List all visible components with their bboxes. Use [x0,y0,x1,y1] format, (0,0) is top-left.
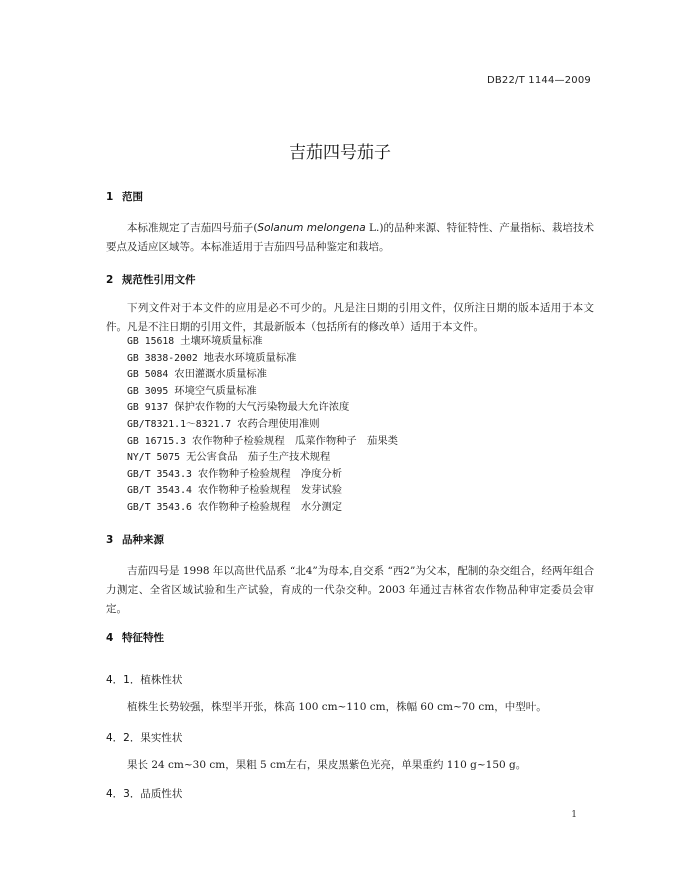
reference-item [127,482,398,499]
subsection-heading-fruit [106,730,182,745]
reference-code: GB 16715.3 [127,435,186,447]
reference-code: NY/T 5075 [127,452,181,464]
reference-item [127,466,398,483]
subsection-heading-quality [106,786,182,801]
reference-name: 农作物种子检验规程 瓜菜作物种子 茄果类 [191,434,398,447]
section-heading-characteristics [106,630,164,645]
plant-traits-paragraph: 植株生长势较强，株型半开张，株高 100 cm~110 cm，株幅 60 cm~70 cm，中型叶。 [127,701,547,713]
reference-code: GB 3095 [127,385,169,397]
reference-item [127,366,398,383]
section-title: 范围 [122,191,143,203]
section-number: 4 [106,632,114,644]
section-title: 特征特性 [122,632,164,644]
reference-name: 农作物种子检验规程 水分测定 [197,500,343,513]
subsection-number: 4．1． [106,674,141,686]
section-number: 2 [106,274,114,286]
reference-name: 无公害食品 茄子生产技术规程 [186,451,331,464]
reference-item [127,416,398,433]
reference-name: 环境空气质量标准 [174,384,257,397]
reference-item [127,449,398,466]
reference-code: GB 5084 [127,369,169,381]
origin-paragraph: 吉茄四号是 1998 年以高世代品系 “北4”为母本,自交系 “西2”为父本，配制的杂交组合，经两年组合力测定、全省区域试验和生产试验，育成的一代杂交种。2003 年通过吉林省农作物品种审定委员会审定。 [106,565,594,615]
subsection-number: 4．2． [106,732,141,744]
scope-text-start: 本标准规定了吉茄四号茄子( [127,222,258,234]
subsection-title: 果实性状 [140,732,183,744]
subsection-number: 4．3． [106,788,141,800]
reference-item [127,333,398,350]
scope-latin-name: Solanum melongena [257,222,366,234]
reference-code: GB 9137 [127,402,169,414]
reference-code: GB/T 3543.3 [127,468,192,480]
reference-name: 农田灌溉水质量标准 [174,368,267,381]
subsection-heading-plant [106,672,182,687]
section-number: 3 [106,534,114,546]
reference-name: 土壤环境质量标准 [180,335,263,347]
standard-code: DB22/T 1144—2009 [486,75,591,86]
section-title: 品种来源 [122,534,164,546]
scope-text-end: L.)的品种来源、特征特性、产量指标、栽培技术要点及适应区域等。本标准适用于吉茄四号品种鉴定和栽培。 [106,222,594,253]
normative-intro-paragraph: 下列文件对于本文件的应用是必不可少的。凡是注日期的引用文件，仅所注日期的版本适用于本文件。凡是不注日期的引用文件，其最新版本（包括所有的修改单）适用于本文件。 [106,302,594,333]
page-number: 1 [571,810,577,820]
reference-name: 农作物种子检验规程 净度分析 [197,467,343,480]
reference-code: GB/T8321.1～8321.7 [127,418,232,430]
reference-name: 农药合理使用准则 [237,417,320,430]
reference-code: GB 15618 [127,336,175,347]
reference-name: 保护农作物的大气污染物最大允许浓度 [174,401,350,414]
reference-item [127,399,398,416]
subsection-title: 品质性状 [140,788,183,800]
fruit-traits-paragraph: 果长 24 cm~30 cm，果粗 5 cm左右，果皮黑紫色光亮，单果重约 110 g~150 g。 [127,759,527,771]
section-number: 1 [106,191,114,203]
reference-code: GB/T 3543.6 [127,501,192,513]
reference-item [127,499,398,516]
section-heading-scope [106,189,143,204]
reference-name: 地表水环境质量标准 [203,351,297,364]
reference-code: GB/T 3543.4 [127,485,192,497]
reference-name: 农作物种子检验规程 发芽试验 [197,484,343,497]
scope-paragraph [106,219,594,257]
reference-item [127,383,398,400]
document-title: 吉茄四号茄子 [289,143,391,163]
section-heading-normative-references [106,272,196,287]
reference-item [127,433,398,450]
subsection-title: 植株性状 [140,674,183,686]
section-heading-origin [106,532,164,547]
reference-code: GB 3838-2002 [127,352,198,364]
reference-item [127,350,398,367]
section-title: 规范性引用文件 [122,274,196,286]
reference-list [127,333,398,516]
